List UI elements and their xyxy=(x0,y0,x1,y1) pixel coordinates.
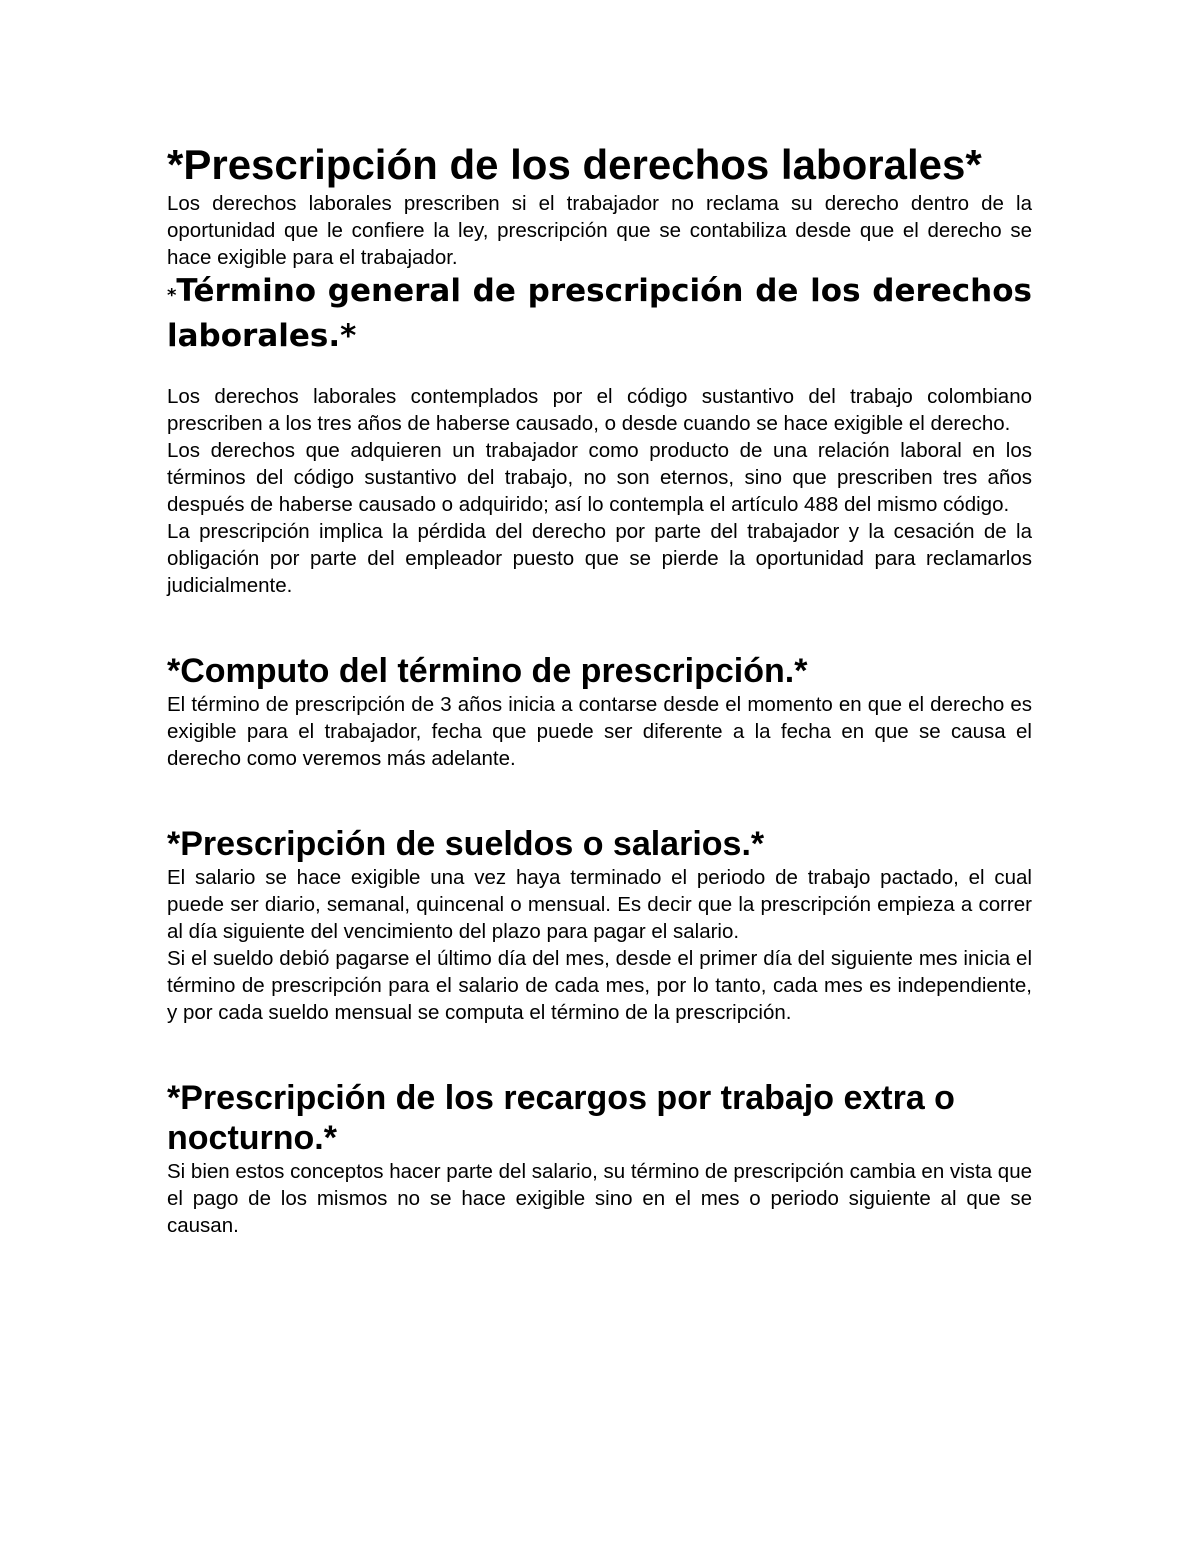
section-heading-computo: *Computo del término de prescripción.* xyxy=(167,652,808,690)
paragraph: Si el sueldo debió pagarse el último día del mes, desde el primer día del siguiente mes inicia el término de prescripción para el salario de cada mes, por lo tanto, cada mes es independiente, y por cada sueldo mensual se computa el término de la prescripción. xyxy=(167,947,1032,1024)
paragraph: El término de prescripción de 3 años inicia a contarse desde el momento en que el derecho es exigible para el trabajador, fecha que puede ser diferente a la fecha en que se causa el derecho como veremos más adelante. xyxy=(167,693,1032,770)
paragraph: La prescripción implica la pérdida del derecho por parte del trabajador y la cesación de la obligación por parte del empleador puesto que se pierde la oportunidad para reclamarlos judicialmente. xyxy=(167,520,1032,597)
spacer xyxy=(167,599,1032,651)
section-heading-termino-general xyxy=(167,271,1032,357)
document-title: *Prescripción de los derechos laborales* xyxy=(167,141,982,188)
paragraph: Los derechos que adquieren un trabajador como producto de una relación laboral en los términos del código sustantivo del trabajo, no son eternos, sino que prescriben tres años después de haberse causado o adquirido; así lo contempla el artículo 488 del mismo código. xyxy=(167,439,1032,516)
intro-paragraph: Los derechos laborales prescriben si el trabajador no reclama su derecho dentro de la oportunidad que le confiere la ley, prescripción que se contabiliza desde que el derecho se hace exigible para el trabajador. xyxy=(167,192,1032,269)
paragraph: Si bien estos conceptos hacer parte del salario, su término de prescripción cambia en vista que el pago de los mismos no se hace exigible sino en el mes o periodo siguiente al que se causan. xyxy=(167,1160,1032,1237)
heading-star: * xyxy=(167,285,177,306)
spacer xyxy=(167,772,1032,824)
spacer xyxy=(167,357,1032,383)
paragraph: Los derechos laborales contemplados por el código sustantivo del trabajo colombiano prescriben a los tres años de haberse causado, o desde cuando se hace exigible el derecho. xyxy=(167,385,1032,435)
paragraph: El salario se hace exigible una vez haya terminado el periodo de trabajo pactado, el cual puede ser diario, semanal, quincenal o mensual. Es decir que la prescripción empieza a correr al día siguiente del vencimiento del plazo para pagar el salario. xyxy=(167,866,1032,943)
heading-text: Término general de prescripción de los derechos laborales.* xyxy=(167,273,1032,354)
document-page xyxy=(167,140,1032,1239)
section-heading-sueldos: *Prescripción de sueldos o salarios.* xyxy=(167,825,765,863)
section-heading-recargos: *Prescripción de los recargos por trabajo extra o nocturno.* xyxy=(167,1079,955,1157)
spacer xyxy=(167,1026,1032,1078)
